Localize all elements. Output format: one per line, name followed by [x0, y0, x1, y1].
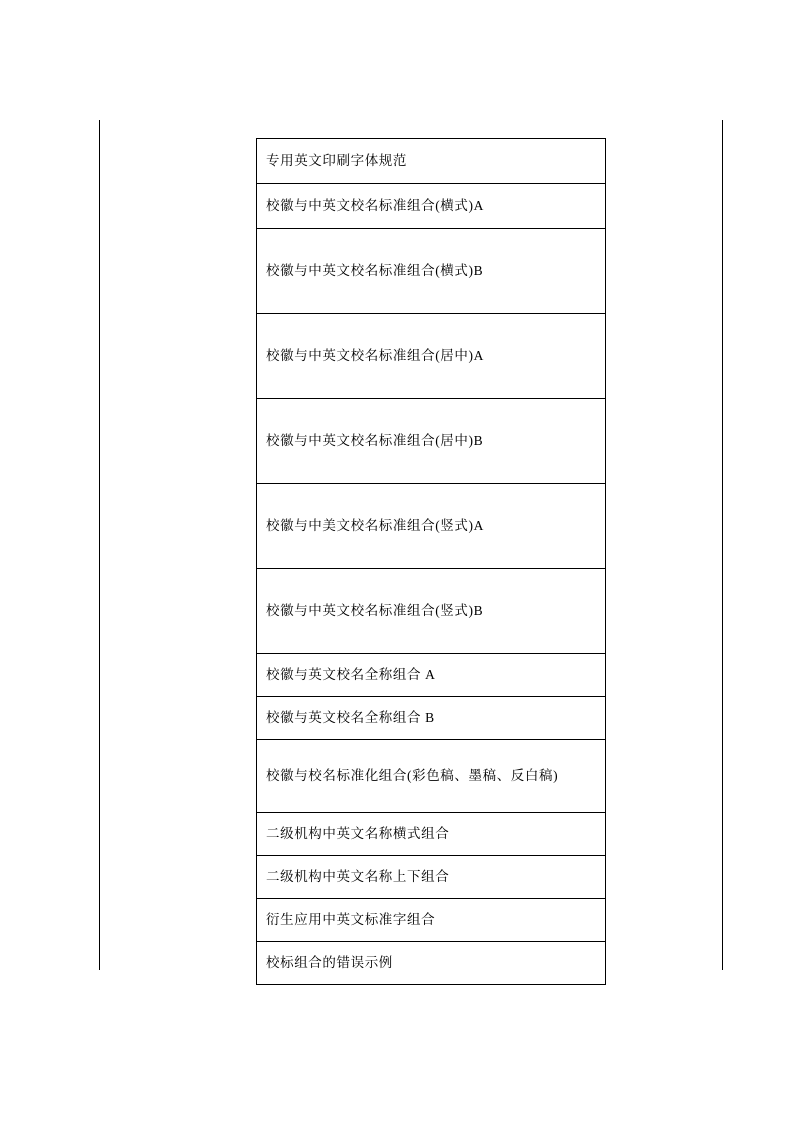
table-cell	[257, 399, 606, 484]
table-cell	[257, 654, 606, 697]
table-row	[257, 697, 606, 740]
table-cell	[257, 184, 606, 229]
contents-table-body	[257, 139, 606, 985]
table-cell-text: 校徽与中英文校名标准组合(居中)B	[266, 432, 484, 448]
table-row	[257, 139, 606, 184]
table-cell	[257, 139, 606, 184]
table-row	[257, 813, 606, 856]
table-row	[257, 654, 606, 697]
table-row	[257, 399, 606, 484]
contents-table	[256, 138, 606, 985]
table-cell-text: 衍生应用中英文标准字组合	[266, 911, 436, 927]
table-row	[257, 569, 606, 654]
table-cell-text: 校徽与中英文校名标准组合(横式)A	[266, 197, 484, 213]
table-cell	[257, 856, 606, 899]
table-cell-text: 校徽与英文校名全称组合 A	[266, 666, 436, 682]
table-cell	[257, 899, 606, 942]
table-row	[257, 899, 606, 942]
table-row	[257, 942, 606, 985]
table-cell-text: 校徽与校名标准化组合(彩色稿、墨稿、反白稿)	[266, 767, 559, 783]
table-cell-text: 校徽与中美文校名标准组合(竖式)A	[266, 517, 484, 533]
table-cell	[257, 697, 606, 740]
table-cell	[257, 484, 606, 569]
table-cell	[257, 229, 606, 314]
left-margin-rule	[99, 120, 100, 970]
table-cell-text: 校徽与中英文校名标准组合(横式)B	[266, 262, 484, 278]
table-cell-text: 校徽与中英文校名标准组合(竖式)B	[266, 602, 484, 618]
table-cell	[257, 942, 606, 985]
table-cell-text: 校标组合的错误示例	[266, 954, 393, 970]
table-cell-text: 校徽与中英文校名标准组合(居中)A	[266, 347, 484, 363]
right-margin-rule	[722, 120, 723, 970]
table-cell	[257, 740, 606, 813]
table-row	[257, 740, 606, 813]
table-cell	[257, 569, 606, 654]
table-cell-text: 二级机构中英文名称横式组合	[266, 825, 450, 841]
table-row	[257, 314, 606, 399]
table-cell-text: 专用英文印刷字体规范	[266, 152, 407, 168]
table-cell-text: 校徽与英文校名全称组合 B	[266, 709, 435, 725]
table-cell-text: 二级机构中英文名称上下组合	[266, 868, 450, 884]
table-row	[257, 229, 606, 314]
table-cell	[257, 813, 606, 856]
table-row	[257, 184, 606, 229]
table-cell	[257, 314, 606, 399]
table-row	[257, 856, 606, 899]
table-row	[257, 484, 606, 569]
